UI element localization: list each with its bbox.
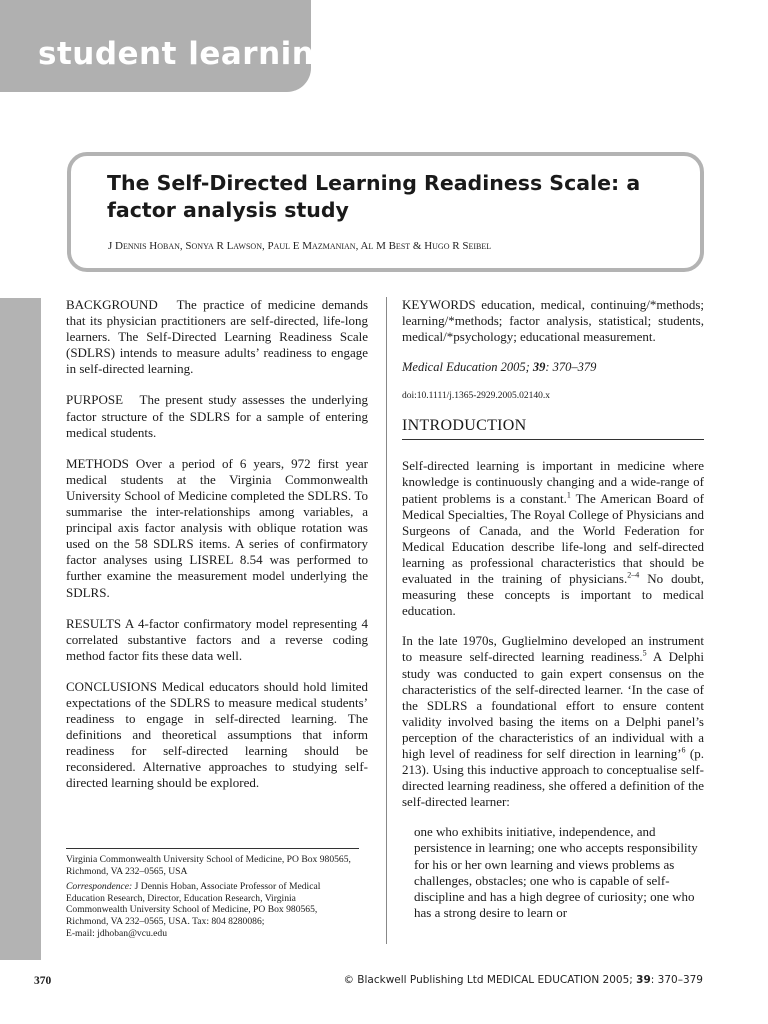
methods-text: Over a period of 6 years, 972 first year medical students at the Virginia Commonwealth University School of Medicine completed the SDLRS. To summarise the inter-relationships among variables, a principal axis factor analysis with oblique rotation was used on the 58 SDLRS items. A series of confirmatory factor analyses using LISREL 8.54 was performed to further examine the measurement model underlying the SDLRS.	[66, 455, 368, 600]
methods-label: METHODS	[66, 455, 129, 471]
title-box	[67, 152, 704, 272]
keywords	[402, 297, 704, 345]
doi: doi:10.1111/j.1365-2929.2005.02140.x	[402, 391, 551, 402]
intro-paragraph-2: In the late 1970s, Guglielmino developed an instrument to measure self-directed learning readiness.$^5$ A Delphi study was conducted to gain expert consensus on the characteristics of the self-directed learner. ‘In the case of the SDLRS a foundational effort to ensure content validity involved basing the items on a Delphi panel’s perception of the characteristics of an individual with a high level of readiness for self direction in learning’$^6$ (p. 213). Using this inductive approach to conceptualise self-directed learning readiness, she offered a definition of the self-directed learner:	[402, 633, 704, 810]
copyright-line: © Blackwell Publishing Ltd MEDICAL EDUCATION 2005; 39: 370–379	[343, 974, 703, 986]
section-tab	[0, 0, 338, 92]
conclusions-text: Medical educators should hold limited expectations of the SDLRS to measure medical students’ readiness to engage in self-directed learning. The definitions and theoretical assumptions that inform readiness for self-directed learning should be reconsidered. Alternative approaches to studying self-directed learning should be explored.	[66, 678, 369, 791]
citation-volume: 39	[532, 360, 546, 375]
correspondence: Correspondence: J Dennis Hoban, Associate Professor of Medical Education Research, Director, Education Research, Virginia Commonwealth University School of Medicine, PO Box 980565, Richmond, VA 232–0565, USA. Tax: 804 8280086; E-mail: jdhoban@vcu.edu	[66, 881, 321, 939]
introduction-heading: INTRODUCTION	[402, 418, 704, 440]
keywords-text: education, medical, continuing/*methods; learning/*methods; factor analysis, statistical; students, medical/*psychology; educational measurement.	[402, 297, 705, 345]
results-label: RESULTS	[66, 615, 122, 631]
background-label: BACKGROUND	[66, 297, 158, 312]
section-label: student learning	[38, 36, 338, 72]
abstract-column	[66, 297, 368, 807]
results-text: A 4-factor confirmatory model representing 4 correlated substantive factors and a reverse coding method factor fits these data well.	[66, 615, 368, 663]
journal-citation: Medical Education 2005; 39: 370–379	[402, 360, 597, 375]
email: E-mail: jdhoban@vcu.edu	[66, 927, 168, 939]
abstract-conclusions	[66, 679, 368, 792]
page-number: 370	[34, 975, 52, 987]
purpose-label: PURPOSE	[66, 392, 124, 408]
author-list: J Dennis Hoban, Sonya R Lawson, Paul E Mazmanian, Al M Best & Hugo R Seibel	[108, 240, 492, 252]
block-quote: one who exhibits initiative, independence, and persistence in learning; one who accepts responsibility for his or her own learning and views problems as challenges, obstacles; one who is capable of self-discipline and has a high degree of curiosity; one who has a strong desire to learn or	[414, 824, 698, 920]
side-bar	[0, 298, 41, 960]
purpose-text: The present study assesses the underlying factor structure of the SDLRS for a sample of entering medical students.	[66, 392, 369, 440]
background-text: The practice of medicine demands that its physician practitioners are self-directed, life-long learners. The Self-Directed Learning Readiness Scale (SDLRS) intends to measure adults’ readiness to engage in self-directed learning.	[66, 297, 369, 377]
affiliation-footnote	[66, 848, 359, 943]
article-title: The Self-Directed Learning Readiness Scale: a factor analysis study	[107, 171, 641, 222]
conclusions-label: CONCLUSIONS	[66, 678, 158, 694]
abstract-purpose	[66, 392, 368, 440]
abstract-results	[66, 616, 368, 664]
column-divider	[386, 297, 387, 944]
intro-paragraph-1: Self-directed learning is important in medicine where knowledge is continuously changing and a wide-range of patient problems is a constant.$^1$ The American Board of Medical Specialties, The Royal College of Physicians and Surgeons of Canada, and the World Federation for Medical Education describe life-long and self-directed learning as professional characteristics that should be evaluated in the training of physicians.$^{2-4}$ No doubt, measuring these concepts is important to medical education.	[402, 458, 704, 619]
abstract-methods	[66, 456, 368, 601]
institution: Virginia Commonwealth University School of Medicine, PO Box 980565, Richmond, VA 232–0565, USA	[66, 854, 351, 877]
keywords-label: KEYWORDS	[402, 297, 476, 312]
abstract-background	[66, 297, 368, 377]
right-column	[402, 297, 704, 921]
